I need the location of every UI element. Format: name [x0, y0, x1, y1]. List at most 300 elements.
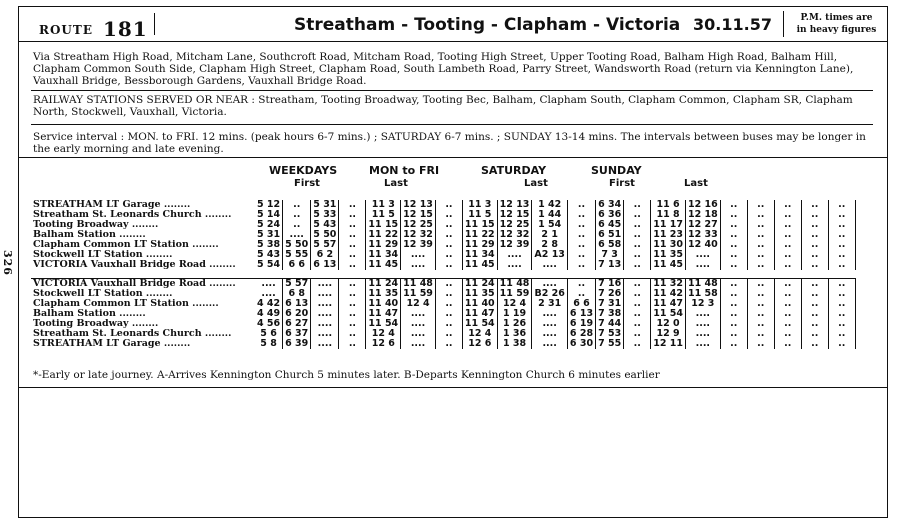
time-cell: ..	[339, 240, 366, 250]
time-cell: ..	[774, 210, 801, 220]
time-cell: 11 22	[462, 230, 497, 240]
time-cell: 1 19	[497, 309, 532, 319]
time-cell: 12 15	[497, 210, 532, 220]
route-title: Streatham - Tooting - Clapham - Victoria	[294, 15, 681, 35]
time-cell: 6 39	[283, 339, 311, 349]
time-cell: ....	[685, 329, 720, 339]
time-cell: 12 13	[497, 200, 532, 210]
time-cell: ..	[720, 309, 747, 319]
time-cell: ....	[283, 230, 311, 240]
time-cell: ....	[401, 329, 436, 339]
time-cell: ..	[624, 319, 651, 329]
time-cell: 6 19	[567, 319, 595, 329]
stop-name: Balham Station ........	[33, 229, 146, 240]
time-cell: ....	[685, 339, 720, 349]
time-cell: 1 26	[497, 319, 532, 329]
time-cell: 11 34	[462, 250, 497, 260]
time-cell: ..	[624, 220, 651, 230]
time-cell: ..	[801, 260, 828, 270]
time-cell: ..	[339, 289, 366, 299]
time-cell: 12 3	[685, 299, 720, 309]
time-cell: 4 56	[255, 319, 283, 329]
time-cell: 11 17	[651, 220, 686, 230]
time-cell: 6 28	[567, 329, 595, 339]
timetable-row	[31, 260, 855, 270]
time-cell: 11 34	[366, 250, 401, 260]
time-cell: 11 15	[462, 220, 497, 230]
time-cell: 11 3	[462, 200, 497, 210]
group-weekdays: WEEKDAYS	[269, 164, 338, 177]
time-cell: 4 49	[255, 309, 283, 319]
time-cell: 11 45	[366, 260, 401, 270]
time-cell: 6 36	[596, 210, 624, 220]
time-cell: ..	[828, 210, 855, 220]
time-cell: ..	[624, 200, 651, 210]
time-cell: 11 3	[366, 200, 401, 210]
stop-name: Clapham Common LT Station ........	[33, 298, 219, 309]
time-cell: ..	[624, 309, 651, 319]
time-cell: 5 43	[255, 250, 283, 260]
time-cell: ..	[435, 260, 462, 270]
time-cell: ..	[720, 289, 747, 299]
stop-name: Clapham Common LT Station ........	[33, 239, 219, 250]
time-cell: ....	[255, 289, 283, 299]
stop-name: VICTORIA Vauxhall Bridge Road ........	[31, 279, 255, 290]
stop-name: Stockwell LT Station ........	[33, 288, 173, 299]
time-cell: ..	[720, 299, 747, 309]
time-cell: ....	[311, 309, 339, 319]
time-cell: 7 38	[596, 309, 624, 319]
time-cell: ..	[828, 299, 855, 309]
time-cell: ..	[283, 210, 311, 220]
time-cell: 11 5	[462, 210, 497, 220]
time-cell: ..	[339, 230, 366, 240]
time-cell: 5 33	[311, 210, 339, 220]
time-cell: 12 27	[685, 220, 720, 230]
time-cell: 11 45	[462, 260, 497, 270]
time-cell: ..	[828, 230, 855, 240]
time-cell: ..	[624, 329, 651, 339]
sub-last-saturday: Last	[524, 178, 548, 189]
time-cell: ..	[339, 329, 366, 339]
time-cell: 11 54	[462, 319, 497, 329]
time-cell: 11 40	[462, 299, 497, 309]
time-cell: ..	[747, 279, 774, 290]
time-cell: ..	[435, 250, 462, 260]
pm-note: P.M. times are in heavy figures	[796, 13, 877, 35]
time-cell: 1 36	[497, 329, 532, 339]
time-cell: ..	[435, 210, 462, 220]
time-cell: ..	[828, 289, 855, 299]
time-cell: ..	[801, 240, 828, 250]
time-cell: ....	[497, 250, 532, 260]
time-cell: ..	[801, 279, 828, 290]
time-cell: ....	[685, 309, 720, 319]
time-cell: 7 3	[596, 250, 624, 260]
time-cell: ..	[774, 230, 801, 240]
time-cell: ..	[567, 200, 595, 210]
timetable-row	[31, 339, 855, 349]
time-cell: ..	[720, 279, 747, 290]
time-cell: 5 50	[311, 230, 339, 240]
time-cell: ..	[801, 309, 828, 319]
time-cell: 11 40	[366, 299, 401, 309]
time-cell: 6 58	[596, 240, 624, 250]
time-cell: 11 35	[462, 289, 497, 299]
time-cell: ..	[828, 250, 855, 260]
via-description: Via Streatham High Road, Mitcham Lane, Southcroft Road, Mitcham Road, Tooting High Street, Upper Tooting Road, Balham High Road, Balham Hill, Clapham Common South Side, Clapham High Street, Clapham Road, South Lambeth Road, Parry Street, Wandsworth Road (return via Kennington Lane), Vauxhall Bridge, Bessborough Gardens, Vauxhall Bridge Road.	[33, 51, 854, 87]
time-cell: 11 22	[366, 230, 401, 240]
time-cell: ..	[435, 339, 462, 349]
time-cell: ..	[801, 329, 828, 339]
time-cell: 11 6	[651, 200, 686, 210]
time-cell: 11 59	[497, 289, 532, 299]
time-cell: 6 13	[283, 299, 311, 309]
time-cell: 7 16	[596, 279, 624, 290]
time-cell: ..	[828, 260, 855, 270]
time-cell: ..	[339, 309, 366, 319]
time-cell: 12 25	[497, 220, 532, 230]
time-cell: ....	[401, 260, 436, 270]
time-cell: 6 51	[596, 230, 624, 240]
time-cell: 12 32	[401, 230, 436, 240]
group-saturday: SATURDAY	[481, 164, 547, 177]
railway-stations: RAILWAY STATIONS SERVED OR NEAR : Streatham, Tooting Broadway, Tooting Bec, Balham, Clapham South, Clapham Common, Clapham SR, Clapham North, Stockwell, Vauxhall, Victoria.	[33, 94, 853, 118]
time-cell: 12 4	[366, 329, 401, 339]
time-cell: 5 43	[311, 220, 339, 230]
time-cell: ..	[747, 319, 774, 329]
time-cell: ..	[774, 329, 801, 339]
time-cell: 11 8	[651, 210, 686, 220]
time-cell: 5 57	[311, 240, 339, 250]
time-cell: 11 47	[462, 309, 497, 319]
time-cell: 12 13	[401, 200, 436, 210]
time-cell: ..	[339, 250, 366, 260]
time-cell: 11 24	[462, 279, 497, 290]
time-cell: ....	[532, 309, 568, 319]
time-cell: ..	[624, 240, 651, 250]
time-cell: ..	[339, 299, 366, 309]
sub-first-weekdays: First	[294, 178, 320, 189]
time-cell: ..	[435, 230, 462, 240]
time-cell: ..	[774, 250, 801, 260]
time-cell: ..	[774, 319, 801, 329]
time-cell: 5 31	[311, 200, 339, 210]
sub-last-monfri: Last	[384, 178, 408, 189]
time-cell: ..	[720, 210, 747, 220]
time-cell: 5 14	[255, 210, 283, 220]
time-cell: ..	[774, 279, 801, 290]
time-cell: ..	[747, 240, 774, 250]
time-cell: 6 37	[283, 329, 311, 339]
time-cell: ..	[801, 200, 828, 210]
time-cell: 12 0	[651, 319, 686, 329]
time-cell: 11 58	[685, 289, 720, 299]
time-cell: 11 24	[366, 279, 401, 290]
stop-name: Stockwell LT Station ........	[33, 249, 173, 260]
time-cell: 5 8	[255, 339, 283, 349]
time-cell: ..	[339, 220, 366, 230]
sub-first-sunday: First	[609, 178, 635, 189]
time-cell: ..	[435, 329, 462, 339]
time-cell: 12 9	[651, 329, 686, 339]
group-monfri: MON to FRI	[369, 164, 440, 177]
time-cell: ..	[435, 289, 462, 299]
time-cell: ....	[401, 309, 436, 319]
time-cell: ..	[774, 289, 801, 299]
time-cell: 5 6	[255, 329, 283, 339]
time-cell: ..	[567, 220, 595, 230]
time-cell: ..	[567, 260, 595, 270]
time-cell: ..	[567, 250, 595, 260]
time-cell: ..	[435, 240, 462, 250]
time-cell: 11 47	[651, 299, 686, 309]
time-cell: ..	[720, 240, 747, 250]
time-cell: 7 13	[596, 260, 624, 270]
time-cell: 2 31	[532, 299, 568, 309]
time-cell: ..	[747, 299, 774, 309]
time-cell: ..	[720, 329, 747, 339]
timetable	[19, 157, 887, 388]
time-cell: 12 6	[366, 339, 401, 349]
time-cell: ..	[624, 260, 651, 270]
time-cell: ..	[567, 279, 595, 290]
time-cell: ....	[532, 260, 568, 270]
time-cell: 6 27	[283, 319, 311, 329]
time-cell: 11 48	[401, 279, 436, 290]
time-cell: ..	[720, 200, 747, 210]
time-cell: B2 26	[532, 289, 568, 299]
time-cell: ..	[435, 309, 462, 319]
time-cell: ..	[828, 240, 855, 250]
time-cell: 11 54	[366, 319, 401, 329]
time-cell: 11 48	[497, 279, 532, 290]
time-cell: ..	[624, 289, 651, 299]
time-cell: 11 32	[651, 279, 686, 290]
route-label: ROUTE 181	[39, 17, 148, 41]
time-cell: ..	[435, 220, 462, 230]
timetable-date: 30.11.57	[693, 15, 772, 34]
time-cell: ..	[747, 260, 774, 270]
time-cell: ..	[720, 260, 747, 270]
time-cell: 6 13	[567, 309, 595, 319]
page-number: 326	[1, 250, 14, 276]
time-cell: 11 35	[651, 250, 686, 260]
time-cell: 6 34	[596, 200, 624, 210]
time-cell: 11 48	[685, 279, 720, 290]
time-cell: 1 42	[532, 200, 568, 210]
time-cell: ....	[685, 260, 720, 270]
time-cell: ....	[685, 319, 720, 329]
time-cell: 6 20	[283, 309, 311, 319]
stop-name: Tooting Broadway ........	[33, 219, 159, 230]
time-cell: 6 30	[567, 339, 595, 349]
time-cell: ....	[532, 279, 568, 290]
time-cell: ....	[532, 329, 568, 339]
footnote: *-Early or late journey. A-Arrives Kennington Church 5 minutes later. B-Departs Kennington Church 6 minutes earlier	[33, 369, 660, 381]
time-cell: 6 13	[311, 260, 339, 270]
time-cell: ..	[801, 220, 828, 230]
time-cell: 2 1	[532, 230, 568, 240]
time-cell: 5 38	[255, 240, 283, 250]
time-cell: ..	[339, 339, 366, 349]
time-cell: ..	[624, 250, 651, 260]
time-cell: ..	[801, 339, 828, 349]
time-cell: 11 47	[366, 309, 401, 319]
time-cell: ..	[774, 339, 801, 349]
time-cell: 6 45	[596, 220, 624, 230]
time-cell: 11 59	[401, 289, 436, 299]
time-cell: ..	[801, 289, 828, 299]
time-cell: ..	[828, 220, 855, 230]
time-cell: 12 16	[685, 200, 720, 210]
time-cell: 12 15	[401, 210, 436, 220]
time-cell: ....	[685, 250, 720, 260]
time-cell: 12 39	[401, 240, 436, 250]
time-cell: 4 42	[255, 299, 283, 309]
time-cell: ....	[401, 319, 436, 329]
route-number: 181	[102, 17, 148, 41]
sub-last-sunday: Last	[684, 178, 708, 189]
time-cell: ..	[339, 260, 366, 270]
time-cell: 12 39	[497, 240, 532, 250]
time-cell: ..	[747, 220, 774, 230]
time-cell: 12 32	[497, 230, 532, 240]
time-cell: ....	[311, 339, 339, 349]
time-cell: ..	[720, 319, 747, 329]
time-cell: ....	[532, 339, 568, 349]
time-cell: ....	[255, 279, 283, 290]
time-cell: ....	[497, 260, 532, 270]
time-cell: ..	[774, 260, 801, 270]
time-cell: 12 18	[685, 210, 720, 220]
time-cell: 2 8	[532, 240, 568, 250]
time-cell: 5 12	[255, 200, 283, 210]
time-cell: ..	[828, 200, 855, 210]
time-cell: ..	[624, 279, 651, 290]
time-cell: ....	[311, 299, 339, 309]
time-cell: ....	[311, 289, 339, 299]
time-cell: ..	[747, 289, 774, 299]
time-cell: 11 29	[462, 240, 497, 250]
time-cell: ..	[624, 339, 651, 349]
time-cell: ..	[774, 299, 801, 309]
time-cell: ..	[339, 200, 366, 210]
time-cell: ..	[720, 250, 747, 260]
time-cell: 6 8	[283, 289, 311, 299]
time-cell: 12 4	[401, 299, 436, 309]
time-cell: 5 24	[255, 220, 283, 230]
time-cell: ..	[747, 210, 774, 220]
time-cell: 12 33	[685, 230, 720, 240]
time-cell: ..	[567, 240, 595, 250]
time-cell: ..	[747, 200, 774, 210]
time-cell: 6 6	[567, 299, 595, 309]
time-cell: 7 26	[596, 289, 624, 299]
time-cell: 12 40	[685, 240, 720, 250]
time-cell: ..	[283, 220, 311, 230]
time-cell: ..	[828, 319, 855, 329]
time-cell: 5 57	[283, 279, 311, 290]
time-cell: ..	[567, 210, 595, 220]
time-cell: ....	[401, 339, 436, 349]
time-cell: ..	[801, 299, 828, 309]
time-cell: ..	[828, 309, 855, 319]
stop-name: STREATHAM LT Garage ........	[33, 338, 191, 349]
time-cell: ..	[774, 220, 801, 230]
time-cell: 11 35	[366, 289, 401, 299]
time-cell: ..	[435, 200, 462, 210]
time-cell: 1 54	[532, 220, 568, 230]
stop-name: Streatham St. Leonards Church ........	[33, 209, 232, 220]
time-cell: ....	[532, 319, 568, 329]
time-cell: ..	[283, 200, 311, 210]
time-cell: ..	[435, 299, 462, 309]
time-cell: A2 13	[532, 250, 568, 260]
time-cell: ..	[747, 230, 774, 240]
time-cell: ..	[720, 339, 747, 349]
time-cell: ..	[774, 240, 801, 250]
time-cell: 11 5	[366, 210, 401, 220]
timetable-card	[18, 6, 888, 518]
time-cell: ..	[747, 339, 774, 349]
time-cell: ..	[720, 230, 747, 240]
time-cell: ..	[774, 200, 801, 210]
time-cell: ....	[311, 329, 339, 339]
time-cell: ..	[801, 210, 828, 220]
group-sunday: SUNDAY	[591, 164, 642, 177]
stop-name: STREATHAM LT Garage ........	[33, 199, 191, 210]
time-cell: ..	[624, 210, 651, 220]
time-cell: 5 50	[283, 240, 311, 250]
time-cell: ..	[567, 230, 595, 240]
stop-name: Streatham St. Leonards Church ........	[33, 328, 232, 339]
service-interval: Service interval : MON. to FRI. 12 mins. (peak hours 6-7 mins.) ; SATURDAY 6-7 mins. ; SUNDAY 13-14 mins. The intervals between buses may be longer in the early morning and late evening.	[33, 131, 866, 155]
time-cell: 5 31	[255, 230, 283, 240]
stop-name: Tooting Broadway ........	[33, 318, 159, 329]
time-cell: ....	[311, 319, 339, 329]
time-cell: ..	[624, 230, 651, 240]
time-cell: ..	[339, 210, 366, 220]
time-cell: 7 31	[596, 299, 624, 309]
time-cell: 1 38	[497, 339, 532, 349]
time-cell: 11 23	[651, 230, 686, 240]
time-cell: 7 44	[596, 319, 624, 329]
time-cell: ..	[339, 319, 366, 329]
time-cell: 11 45	[651, 260, 686, 270]
time-cell: 12 11	[651, 339, 686, 349]
time-cell: 6 2	[311, 250, 339, 260]
time-cell: 11 42	[651, 289, 686, 299]
time-cell: ..	[828, 339, 855, 349]
time-cell: 5 55	[283, 250, 311, 260]
time-cell: ..	[801, 230, 828, 240]
time-cell: 12 4	[497, 299, 532, 309]
time-cell: ....	[401, 250, 436, 260]
time-cell: ..	[624, 299, 651, 309]
time-cell: ..	[747, 329, 774, 339]
time-cell: 11 29	[366, 240, 401, 250]
time-cell: ..	[747, 309, 774, 319]
time-cell: ..	[801, 250, 828, 260]
time-cell: 1 44	[532, 210, 568, 220]
time-cell: ..	[747, 250, 774, 260]
time-cell: 12 25	[401, 220, 436, 230]
stop-name: VICTORIA Vauxhall Bridge Road ........	[33, 259, 236, 270]
time-cell: 7 53	[596, 329, 624, 339]
time-cell: 6 6	[283, 260, 311, 270]
time-cell: ..	[801, 319, 828, 329]
